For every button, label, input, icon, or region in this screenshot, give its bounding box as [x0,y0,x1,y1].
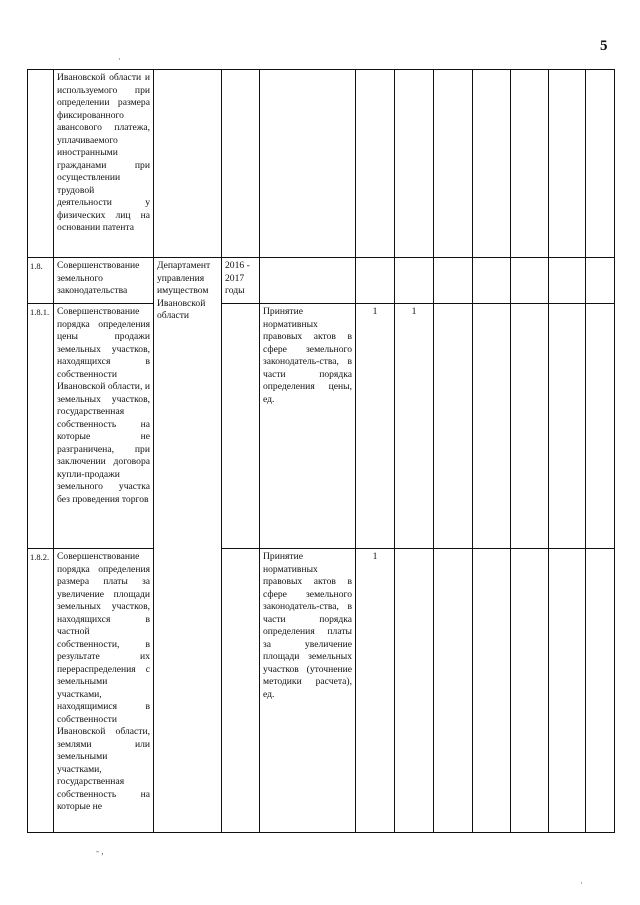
row-number: 1.8.2. [28,549,54,833]
value-cell [586,549,615,833]
row-number: 1.8.1. [28,304,54,549]
measure-cell: Совершенствование земельного законодательства [54,258,154,304]
row-number: 1.8. [28,258,54,304]
indicator-cell [260,258,356,304]
page-number: 5 [600,38,608,54]
table-row [28,258,615,304]
period-cell [222,70,260,258]
value-cell [473,70,511,258]
value-cell [356,70,395,258]
value-cell [434,258,473,304]
period-cell: 2016 - 2017 годы [222,258,260,304]
value-cell [473,258,511,304]
value-cell [586,258,615,304]
table-row [28,70,615,258]
scan-speck: - , [96,846,104,856]
value-cell [434,549,473,833]
value-cell [356,258,395,304]
period-cell [222,304,260,549]
executor-cell: Департамент управления имуществом Ивановской области [154,258,222,833]
value-cell [549,70,586,258]
scan-speck: · [118,54,121,64]
measure-cell: Ивановской области и используемого при определении размера фиксированного авансового платежа, уплачиваемого иностранными гражданами при осуществлении трудовой деятельности у физических лиц на основании патента [54,70,154,258]
value-cell: 1 [356,549,395,833]
measure-cell: Совершенствование порядка определения цены продажи земельных участков, находящихся в собственности Ивановской области, и земельных участков, государственная собственность на которые не разграничена, при заключении договора купли-продажи земельного участка без проведения торгов [54,304,154,549]
value-cell: 1 [356,304,395,549]
value-cell [549,258,586,304]
value-cell [434,304,473,549]
value-cell [511,549,549,833]
value-cell [473,304,511,549]
value-cell [511,70,549,258]
measure-cell: Совершенствование порядка определения размера платы за увеличение площади земельных участков, находящихся в частной собственности, в результате их перераспределения с земельными участками, находящимися в собственности Ивановской области, землями или земельными участками, государственная собственность на которые не [54,549,154,833]
period-cell [222,549,260,833]
value-cell [473,549,511,833]
value-cell [434,70,473,258]
value-cell [395,258,434,304]
table-row [28,304,615,549]
value-cell [511,304,549,549]
table-row [28,549,615,833]
value-cell [395,549,434,833]
row-number [28,70,54,258]
value-cell [586,304,615,549]
value-cell [586,70,615,258]
indicator-cell [260,70,356,258]
value-cell [549,549,586,833]
measures-table [27,69,615,833]
executor-cell [154,70,222,258]
value-cell [511,258,549,304]
indicator-cell: Принятие нормативных правовых актов в сфере земельного законодатель-ства, в части порядка определения цены, ед. [260,304,356,549]
value-cell [549,304,586,549]
value-cell: 1 [395,304,434,549]
value-cell [395,70,434,258]
indicator-cell: Принятие нормативных правовых актов в сфере земельного законодатель-ства, в части порядка определения платы за увеличение площади земельных участков (уточнение методики расчета), ед. [260,549,356,833]
scan-speck: · [580,878,583,888]
